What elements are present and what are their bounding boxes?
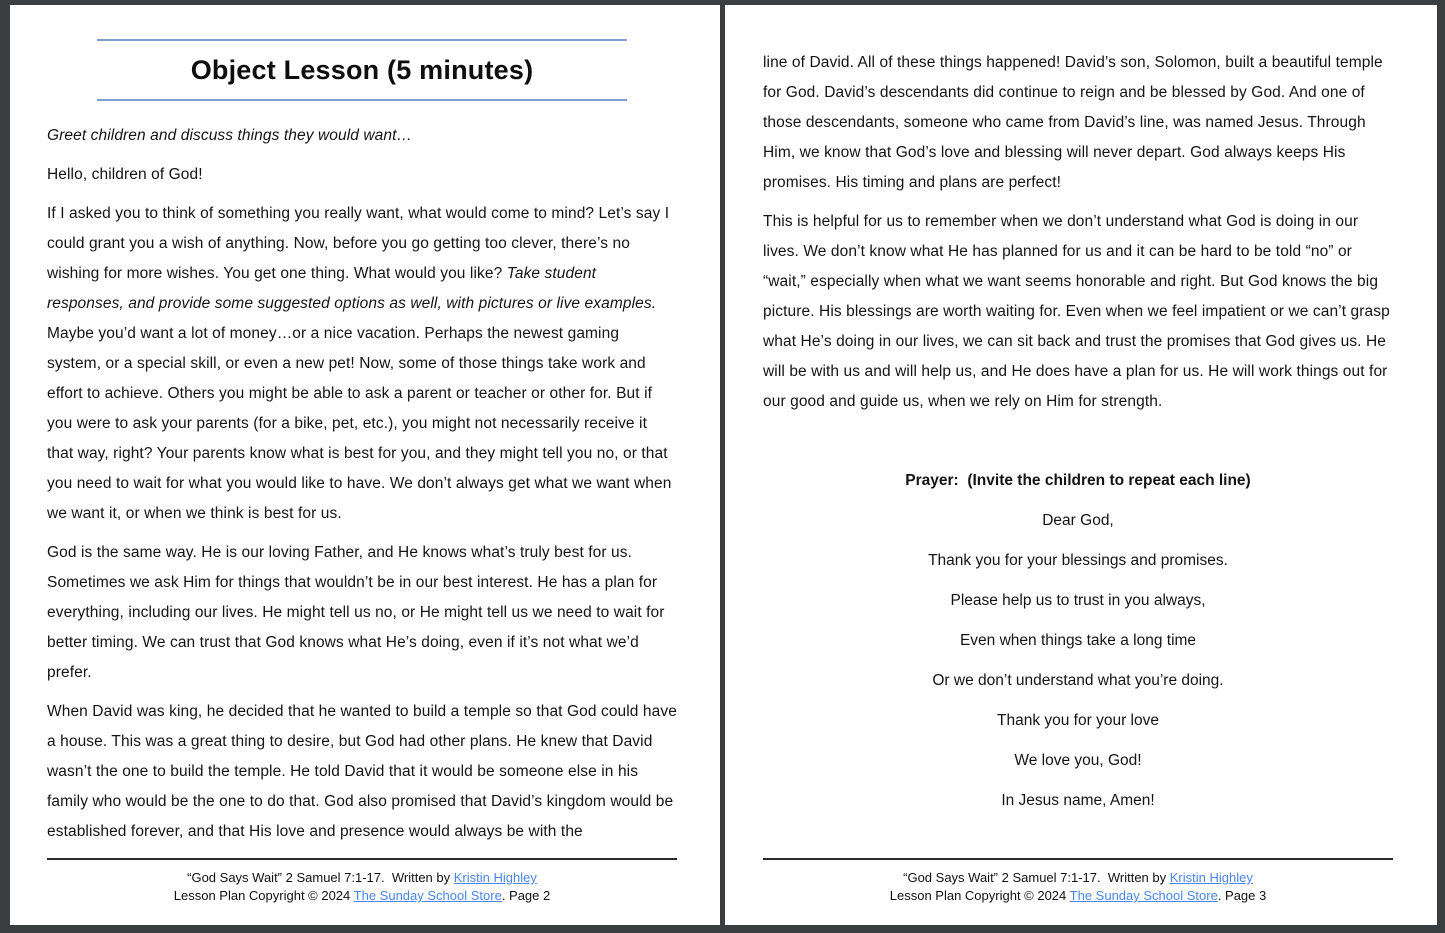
author-link[interactable]: Kristin Highley: [1169, 870, 1253, 885]
text-run: This is helpful for us to remember when we don’t understand what God is doing in our lives. We don’t know what He has planned for us and it can be hard to be told “no” or “wait,” especially when what we want seems honorable and right. But God knows the big picture. His blessings are worth waiting for. Even when we feel impatient or we can’t grasp what He’s doing in our lives, we can sit back and trust the promises that God gives us. He will be with us and will help us, and He does have a plan for us. He will work things out for our good and guide us, when we rely on Him for strength.: [763, 213, 1390, 410]
stage-direction: Greet children and discuss things they would want…: [47, 127, 413, 144]
footer-line-1: [47, 869, 677, 887]
author-link[interactable]: Kristin Highley: [453, 870, 537, 885]
section-title: Object Lesson (5 minutes): [190, 55, 534, 85]
footer-copyright: Lesson Plan Copyright © 2024: [889, 888, 1070, 903]
page-footer-right: [763, 858, 1393, 905]
store-link[interactable]: The Sunday School Store: [353, 888, 502, 903]
paragraph: [47, 538, 677, 688]
store-link[interactable]: The Sunday School Store: [1069, 888, 1218, 903]
page-3: [725, 5, 1437, 925]
footer-page-number: . Page 2: [501, 888, 551, 903]
footer-citation: “God Says Wait” 2 Samuel 7:1-17. Written by: [903, 870, 1170, 885]
italic-run: Take student responses, and provide some suggested options as well, with pictures or live examples.: [47, 265, 657, 312]
prayer-line: Even when things take a long time: [959, 632, 1197, 649]
text-run: If I asked you to think of something you really want, what would come to mind? Let’s say I could grant you a wish of anything. Now, before you go getting too clever, there’s no wishing for more wishes. You get one thing. What would you like?: [47, 205, 670, 282]
prayer-line: We love you, God!: [1014, 752, 1142, 769]
prayer-line: Thank you for your love: [997, 712, 1159, 729]
body-paragraphs-right: [763, 48, 1393, 417]
prayer-lines: [763, 501, 1393, 821]
footer-rule: [47, 858, 677, 860]
paragraph: [763, 48, 1393, 198]
text-run: line of David. All of these things happened! David’s son, Solomon, built a beautiful temple for God. David’s descendants did continue to reign and be blessed by God. And one of those descendants, someone who came from David’s line, was named Jesus. Through Him, we know that God’s love and blessing will never depart. God always keeps His promises. His timing and plans are perfect!: [763, 54, 1383, 191]
text-run: When David was king, he decided that he wanted to build a temple so that God could have a house. This was a great thing to desire, but God had other plans. He knew that David wasn’t the one to build the temple. He told David that it would be someone else in his family who would be the one to do that. God also promised that David’s kingdom would be established forever, and that His love and presence would always be with the: [47, 703, 677, 840]
paragraph: [47, 199, 677, 529]
text-run: God is the same way. He is our loving Father, and He knows what’s truly best for us. Sometimes we ask Him for things that wouldn’t be in our best interest. He has a plan for everything, including our lives. He might tell us no, or He might tell us we need to wait for better timing. We can trust that God knows what He’s doing, even if it’s not what we’d prefer.: [47, 544, 665, 681]
footer-line-1: [763, 869, 1393, 887]
body-paragraphs-left: [47, 199, 677, 847]
footer-citation: “God Says Wait” 2 Samuel 7:1-17. Written by: [187, 870, 454, 885]
document-spread: [10, 5, 1437, 925]
footer-line-2: [763, 887, 1393, 905]
prayer-line: In Jesus name, Amen!: [1001, 792, 1155, 809]
paragraph: [763, 207, 1393, 417]
text-run: Maybe you’d want a lot of money…or a nice vacation. Perhaps the newest gaming system, or a special skill, or even a new pet! Now, some of those things take work and effort to achieve. Others you might be able to ask a parent or teacher or other for. But if you were to ask your parents (for a bike, pet, etc.), you might not necessarily receive it that way, right? Your parents know what is best for you, and they might tell you no, or that you need to wait for what you would like to have. We don’t always get what we want when we want it, or when we think is best for us.: [47, 325, 672, 522]
prayer-line: Please help us to trust in you always,: [950, 592, 1206, 609]
prayer-heading: Prayer: (Invite the children to repeat each line): [905, 472, 1251, 489]
footer-page-number: . Page 3: [1217, 888, 1267, 903]
greeting-line: Hello, children of God!: [47, 166, 203, 183]
footer-rule: [763, 858, 1393, 860]
prayer-section: [763, 461, 1393, 821]
prayer-line: Dear God,: [1042, 512, 1114, 529]
page-2: [10, 5, 720, 925]
page-footer-left: [47, 858, 677, 905]
prayer-line: Or we don’t understand what you’re doing.: [932, 672, 1224, 689]
title-rule-bottom: [97, 99, 627, 101]
footer-copyright: Lesson Plan Copyright © 2024: [173, 888, 354, 903]
section-title-block: [97, 39, 627, 101]
footer-line-2: [47, 887, 677, 905]
paragraph: [47, 697, 677, 847]
prayer-line: Thank you for your blessings and promises.: [928, 552, 1228, 569]
